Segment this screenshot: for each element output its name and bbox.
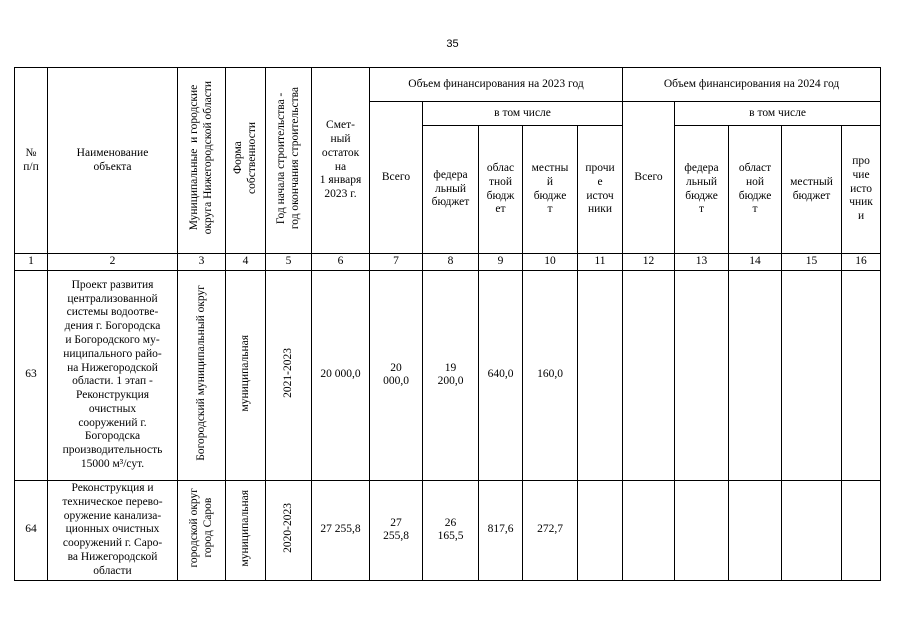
column-numbers-row — [15, 254, 881, 271]
column-number: 5 — [266, 254, 312, 271]
total-2024 — [623, 480, 675, 580]
column-number: 6 — [312, 254, 370, 271]
column-number: 13 — [675, 254, 729, 271]
other-2024 — [842, 480, 881, 580]
column-number: 12 — [623, 254, 675, 271]
construction-years: 2021-2023 — [266, 270, 312, 480]
header-federal-2023: федера льный бюджет — [423, 126, 479, 254]
header-including-2023: в том числе — [423, 102, 623, 126]
header-total-2023: Всего — [370, 102, 423, 254]
regional-2023: 817,6 — [479, 480, 523, 580]
federal-2024 — [675, 480, 729, 580]
local-2024 — [782, 480, 842, 580]
municipality: Богородский муниципальный округ — [178, 270, 226, 480]
header-row-1 — [15, 68, 881, 102]
header-local-2024: местный бюджет — [782, 126, 842, 254]
column-number: 8 — [423, 254, 479, 271]
column-number: 16 — [842, 254, 881, 271]
header-estimate: Смет- ный остаток на 1 января 2023 г. — [312, 68, 370, 254]
header-financing-2023: Объем финансирования на 2023 год — [370, 68, 623, 102]
local-2023: 272,7 — [523, 480, 578, 580]
ownership: муниципальная — [226, 270, 266, 480]
local-2024 — [782, 270, 842, 480]
local-2023: 160,0 — [523, 270, 578, 480]
other-2023 — [578, 480, 623, 580]
financing-table — [14, 67, 881, 581]
header-municipality: Муниципальные и городские округа Нижегородской области — [178, 68, 226, 254]
column-number: 14 — [729, 254, 782, 271]
table-row — [15, 480, 881, 580]
header-local-2023: местны й бюдже т — [523, 126, 578, 254]
total-2023: 20 000,0 — [370, 270, 423, 480]
column-number: 1 — [15, 254, 48, 271]
estimate-balance: 20 000,0 — [312, 270, 370, 480]
federal-2024 — [675, 270, 729, 480]
header-financing-2024: Объем финансирования на 2024 год — [623, 68, 881, 102]
header-name: Наименование объекта — [48, 68, 178, 254]
column-number: 2 — [48, 254, 178, 271]
other-2023 — [578, 270, 623, 480]
column-number: 15 — [782, 254, 842, 271]
construction-years: 2020-2023 — [266, 480, 312, 580]
total-2023: 27 255,8 — [370, 480, 423, 580]
header-including-2024: в том числе — [675, 102, 881, 126]
object-name: Проект развития централизованной системы водоотве- дения г. Богородска и Богородского му- ниципального райо- на Нижегородской области. 1 этап - Реконструкция очистных сооружений г. Богородска производительность 15000 м³/сут. — [48, 270, 178, 480]
regional-2024 — [729, 270, 782, 480]
header-num: № п/п — [15, 68, 48, 254]
other-2024 — [842, 270, 881, 480]
row-number: 64 — [15, 480, 48, 580]
header-ownership: Форма собственности — [226, 68, 266, 254]
header-other-2024: про чие исто чник и — [842, 126, 881, 254]
header-years: Год начала строительства - год окончания строительства — [266, 68, 312, 254]
header-federal-2024: федера льный бюдже т — [675, 126, 729, 254]
federal-2023: 19 200,0 — [423, 270, 479, 480]
table-row — [15, 270, 881, 480]
estimate-balance: 27 255,8 — [312, 480, 370, 580]
column-number: 4 — [226, 254, 266, 271]
regional-2024 — [729, 480, 782, 580]
column-number: 3 — [178, 254, 226, 271]
ownership: муниципальная — [226, 480, 266, 580]
object-name: Реконструкция и техническое перево- оружение канализа- ционных очистных сооружений г. Саро- ва Нижегородской области — [48, 480, 178, 580]
column-number: 7 — [370, 254, 423, 271]
total-2024 — [623, 270, 675, 480]
header-total-2024: Всего — [623, 102, 675, 254]
header-regional-2023: облас тной бюдж ет — [479, 126, 523, 254]
regional-2023: 640,0 — [479, 270, 523, 480]
header-other-2023: прочи е источ ники — [578, 126, 623, 254]
federal-2023: 26 165,5 — [423, 480, 479, 580]
column-number: 10 — [523, 254, 578, 271]
column-number: 11 — [578, 254, 623, 271]
municipality: городской округ город Саров — [178, 480, 226, 580]
row-number: 63 — [15, 270, 48, 480]
header-regional-2024: област ной бюдже т — [729, 126, 782, 254]
page-number: 35 — [446, 38, 459, 50]
column-number: 9 — [479, 254, 523, 271]
